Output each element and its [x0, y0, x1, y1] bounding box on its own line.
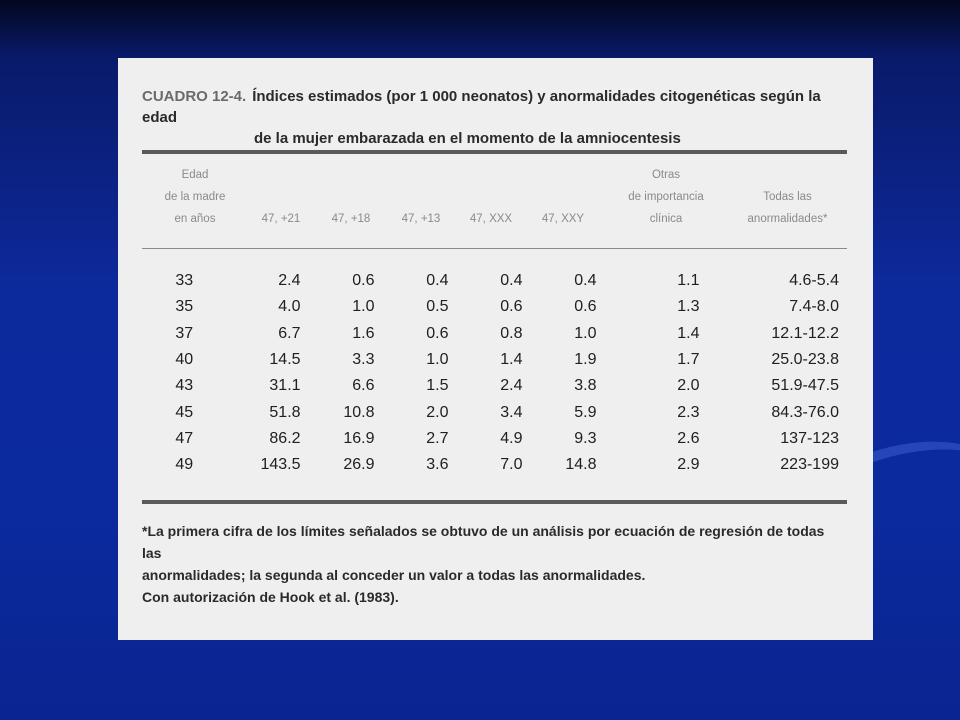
cell-value: 0.4	[426, 272, 449, 290]
footnote-line2: anormalidades; la segunda al conceder un valor a todas las anormalidades.	[142, 567, 646, 583]
cell-value: 31.1	[269, 377, 301, 395]
cell-value: 84.3-76.0	[771, 403, 839, 421]
cell-value: 0.6	[352, 272, 375, 290]
cell-value: 12.1-12.2	[771, 324, 839, 342]
cell-value: 0.6	[574, 298, 597, 316]
cell-value: 51.9-47.5	[771, 377, 839, 395]
cell-value: 143.5	[260, 456, 301, 474]
cell-value: 2.3	[677, 403, 700, 421]
header-age-line1: Edad	[181, 169, 209, 181]
cell-value: 6.7	[278, 324, 301, 342]
header-c3: 47, +13	[401, 213, 441, 225]
header-all-line1: Todas las	[763, 191, 812, 203]
cell-value: 1.4	[500, 351, 523, 369]
top-rule	[142, 150, 847, 154]
cell-value: 0.8	[500, 324, 523, 342]
header-other-line3: clínica	[649, 213, 683, 225]
footnote-line1: *La primera cifra de los límites señalados se obtuvo de un análisis por ecuación de regresión de todas las	[142, 523, 825, 561]
header-age-line2: de la madre	[164, 191, 226, 203]
header-c1: 47, +21	[261, 213, 301, 225]
cell-age: 43	[175, 377, 194, 395]
cell-value: 137-123	[780, 429, 839, 447]
cell-value: 25.0-23.8	[771, 351, 839, 369]
cell-value: 3.3	[352, 351, 375, 369]
cell-value: 1.9	[574, 351, 597, 369]
cell-value: 2.7	[426, 429, 449, 447]
table-row	[142, 452, 847, 478]
table-title-line1: Índices estimados (por 1 000 neonatos) y anormalidades citogenéticas según la edad	[142, 88, 821, 126]
cell-value: 3.6	[426, 456, 449, 474]
cell-value: 14.8	[565, 456, 597, 474]
cell-value: 0.5	[426, 298, 449, 316]
cell-value: 10.8	[343, 403, 375, 421]
cell-value: 86.2	[269, 429, 301, 447]
cell-value: 4.9	[500, 429, 523, 447]
cell-value: 2.4	[278, 272, 301, 290]
table-image	[118, 58, 873, 640]
cell-value: 51.8	[269, 403, 301, 421]
header-c4: 47, XXX	[469, 213, 513, 225]
cell-value: 0.6	[500, 298, 523, 316]
cell-value: 223-199	[780, 456, 839, 474]
cell-value: 3.4	[500, 403, 523, 421]
cell-age: 37	[175, 324, 194, 342]
cell-value: 16.9	[343, 429, 375, 447]
cell-value: 1.4	[677, 324, 700, 342]
header-c5: 47, XXY	[541, 213, 585, 225]
cell-age: 35	[175, 298, 194, 316]
cell-value: 2.4	[500, 377, 523, 395]
table-row	[142, 268, 847, 294]
cell-value: 5.9	[574, 403, 597, 421]
cell-value: 1.5	[426, 377, 449, 395]
header-other	[606, 164, 726, 230]
header-all	[730, 186, 845, 230]
cell-value: 0.4	[574, 272, 597, 290]
cell-value: 4.6-5.4	[789, 272, 839, 290]
cell-value: 26.9	[343, 456, 375, 474]
header-age-line3: en años	[174, 213, 216, 225]
cell-age: 33	[175, 272, 194, 290]
data-table	[142, 268, 847, 478]
cell-value: 2.9	[677, 456, 700, 474]
cell-value: 0.4	[500, 272, 523, 290]
table-title-line2: de la mujer embarazada en el momento de la amniocentesis	[254, 130, 681, 147]
cell-age: 49	[175, 456, 194, 474]
cell-age: 45	[175, 403, 194, 421]
cell-value: 6.6	[352, 377, 375, 395]
cell-value: 2.0	[426, 403, 449, 421]
cell-value: 2.0	[677, 377, 700, 395]
header-rule	[142, 248, 847, 249]
cell-value: 1.1	[677, 272, 700, 290]
cell-value: 1.3	[677, 298, 700, 316]
cell-value: 4.0	[278, 298, 301, 316]
table-row	[142, 399, 847, 425]
cell-value: 7.0	[500, 456, 523, 474]
cell-value: 1.7	[677, 351, 700, 369]
table-footnote	[142, 520, 847, 608]
cell-value: 3.8	[574, 377, 597, 395]
header-c2: 47, +18	[331, 213, 371, 225]
header-all-line2: anormalidades*	[747, 213, 828, 225]
cell-age: 47	[175, 429, 194, 447]
cell-value: 1.0	[426, 351, 449, 369]
table-row	[142, 373, 847, 399]
cell-value: 7.4-8.0	[789, 298, 839, 316]
header-other-line1: Otras	[651, 169, 681, 181]
cell-value: 14.5	[269, 351, 301, 369]
header-age	[154, 164, 236, 230]
header-other-line2: de importancia	[628, 191, 704, 203]
bottom-rule	[142, 500, 847, 504]
cell-value: 0.6	[426, 324, 449, 342]
table-label: CUADRO 12-4.	[142, 88, 247, 105]
table-caption	[142, 86, 857, 149]
cell-value: 1.6	[352, 324, 375, 342]
source-note: Con autorización de Hook et al. (1983).	[142, 589, 399, 605]
cell-value: 9.3	[574, 429, 597, 447]
table-row	[142, 294, 847, 320]
cell-age: 40	[175, 351, 194, 369]
table-row	[142, 347, 847, 373]
table-row	[142, 426, 847, 452]
cell-value: 1.0	[574, 324, 597, 342]
cell-value: 1.0	[352, 298, 375, 316]
cell-value: 2.6	[677, 429, 700, 447]
table-row	[142, 321, 847, 347]
